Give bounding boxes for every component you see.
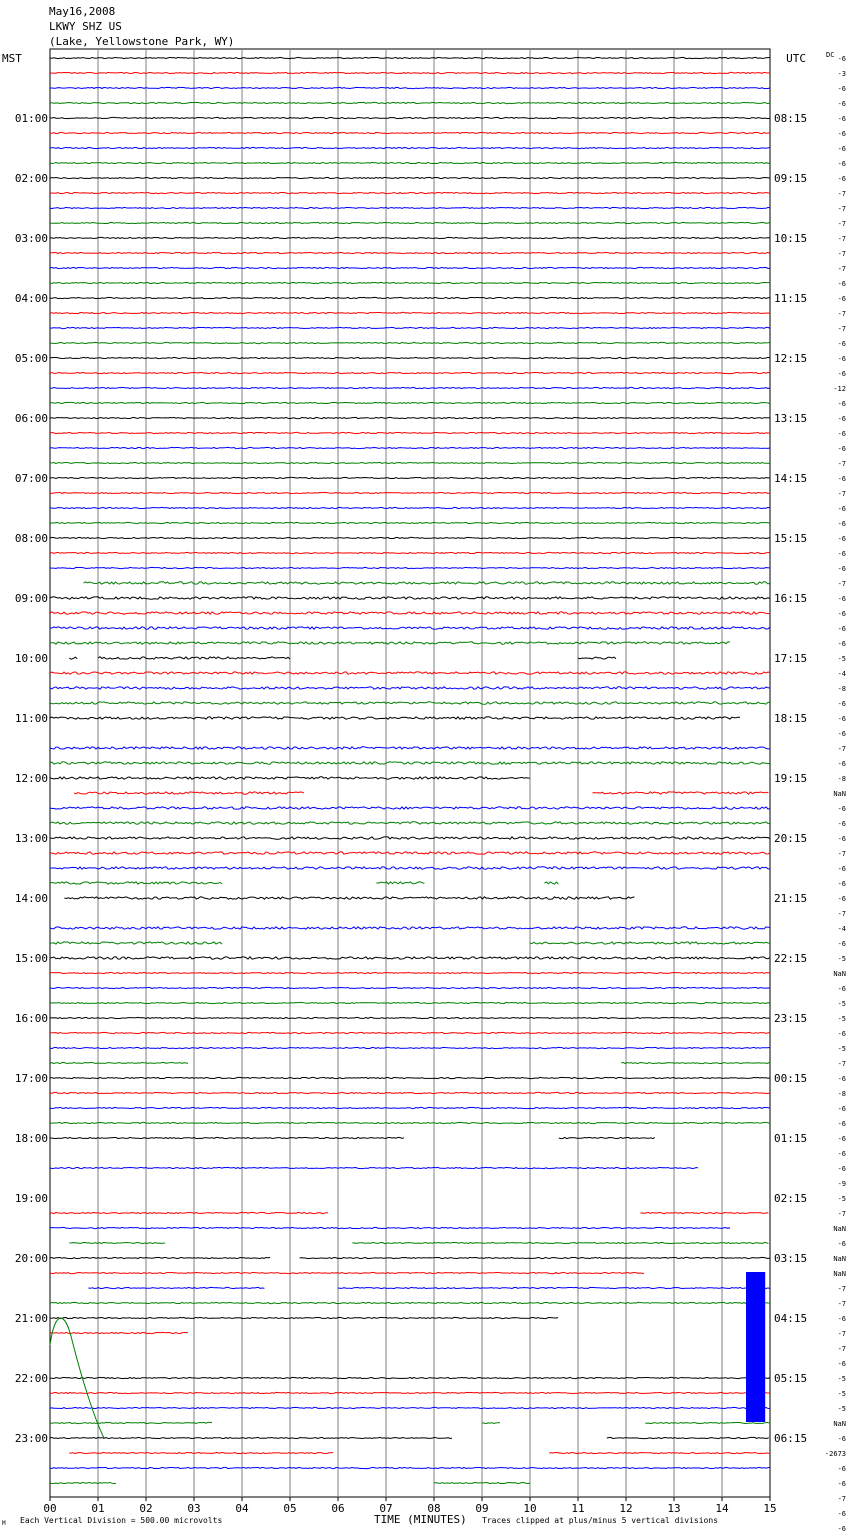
dc-offset-value: -7	[837, 580, 846, 588]
trace-line	[50, 492, 770, 493]
clipped-signal-block	[746, 1272, 765, 1422]
right-timezone-label: UTC	[786, 52, 806, 65]
trace-line	[50, 162, 770, 163]
dc-offset-value: NaN	[833, 1225, 846, 1233]
trace-line	[50, 1392, 770, 1393]
right-hour-label: 10:15	[774, 232, 808, 245]
x-tick-label: 01	[91, 1502, 105, 1515]
dc-offset-value: -3	[837, 70, 846, 78]
dc-offset-value: -5	[837, 1015, 846, 1023]
dc-offset-value: -5	[837, 1195, 846, 1203]
left-hour-label: 19:00	[14, 1192, 48, 1205]
trace-line	[50, 1122, 770, 1123]
dc-offset-value: -7	[837, 1345, 846, 1353]
trace-line	[50, 132, 770, 133]
dc-offset-value: -6	[837, 715, 846, 723]
trace-line	[50, 267, 770, 268]
trace-line	[640, 1212, 768, 1213]
scale-note: Each Vertical Division = 500.00 microvolts	[20, 1516, 223, 1525]
dc-offset-value: -4	[837, 925, 846, 933]
right-hour-label: 22:15	[774, 952, 808, 965]
trace-line	[50, 747, 770, 749]
dc-offset-value: -7	[837, 460, 846, 468]
right-hour-label: 17:15	[774, 652, 808, 665]
left-hour-label: 06:00	[14, 412, 48, 425]
dc-offset-value: -6	[837, 295, 846, 303]
trace-line	[621, 1062, 769, 1063]
dc-offset-value: -6	[837, 880, 846, 888]
left-hour-label: 09:00	[14, 592, 48, 605]
trace-line	[50, 762, 770, 764]
trace-line	[50, 1422, 212, 1423]
trace-line	[50, 837, 770, 839]
dc-offset-value: -6	[837, 130, 846, 138]
dc-offset-value: -6	[837, 475, 846, 483]
chart-date: May16,2008	[49, 5, 116, 18]
trace-line	[50, 357, 770, 358]
dc-offset-value: -7	[837, 1060, 846, 1068]
trace-line	[50, 672, 770, 674]
dc-offset-value: -7	[837, 205, 846, 213]
right-hour-label: 23:15	[774, 1012, 808, 1025]
trace-line	[50, 237, 770, 238]
dc-offset-value: -8	[837, 1090, 846, 1098]
left-timezone-label: MST	[2, 52, 22, 65]
trace-line	[50, 1137, 404, 1138]
trace-line	[50, 1272, 644, 1273]
trace-line	[50, 1377, 770, 1378]
dc-offset-value: -6	[837, 640, 846, 648]
right-hour-label: 20:15	[774, 832, 808, 845]
right-hour-label: 02:15	[774, 1192, 808, 1205]
dc-offset-value: -6	[837, 535, 846, 543]
x-tick-label: 14	[715, 1502, 729, 1515]
trace-line	[84, 582, 770, 584]
station-code: LKWY SHZ US	[49, 20, 122, 33]
dc-offset-value: NaN	[833, 970, 846, 978]
left-hour-label: 03:00	[14, 232, 48, 245]
trace-line	[50, 567, 770, 568]
dc-offset-value: -6	[837, 175, 846, 183]
dc-offset-value: -6	[837, 940, 846, 948]
left-hour-label: 11:00	[14, 712, 48, 725]
trace-line	[50, 957, 770, 959]
trace-line	[549, 1452, 769, 1453]
trace-line	[352, 1242, 768, 1243]
trace-line	[50, 1212, 328, 1213]
trace-line	[50, 1483, 116, 1484]
dc-offset-value: -7	[837, 265, 846, 273]
x-tick-label: 12	[619, 1502, 633, 1515]
trace-line	[50, 717, 740, 719]
x-tick-label: 06	[331, 1502, 345, 1515]
dc-offset-value: -6	[837, 730, 846, 738]
station-location: (Lake, Yellowstone Park, WY)	[49, 35, 235, 48]
trace-line	[50, 402, 770, 403]
dc-offset-value: -6	[837, 520, 846, 528]
dc-offset-value: -7	[837, 1300, 846, 1308]
dc-offset-header: DC	[826, 51, 835, 59]
dc-offset-value: -6	[837, 985, 846, 993]
dc-offset-value: -6	[837, 355, 846, 363]
trace-line	[50, 972, 770, 973]
left-hour-label: 17:00	[14, 1072, 48, 1085]
dc-offset-value: -6	[837, 1150, 846, 1158]
trace-line	[88, 1287, 264, 1288]
right-hour-label: 09:15	[774, 172, 808, 185]
trace-line	[530, 942, 770, 944]
x-tick-label: 11	[571, 1502, 585, 1515]
trace-line	[74, 792, 304, 794]
dc-offset-value: -6	[837, 625, 846, 633]
left-hour-label: 08:00	[14, 532, 48, 545]
trace-line	[544, 882, 558, 884]
trace-line	[50, 942, 222, 944]
trace-line	[592, 792, 768, 794]
trace-line	[50, 297, 770, 298]
right-hour-label: 19:15	[774, 772, 808, 785]
trace-line	[50, 552, 770, 553]
dc-offset-value: -6	[837, 85, 846, 93]
trace-line	[50, 987, 770, 988]
trace-line	[50, 537, 770, 538]
right-hour-label: 00:15	[774, 1072, 808, 1085]
right-hour-label: 13:15	[774, 412, 808, 425]
trace-line	[50, 927, 770, 929]
dc-offset-value: NaN	[833, 1270, 846, 1278]
dc-offset-value: -7	[837, 1285, 846, 1293]
trace-line	[50, 102, 770, 103]
left-hour-label: 01:00	[14, 112, 48, 125]
right-hour-label: 15:15	[774, 532, 808, 545]
left-hour-label: 07:00	[14, 472, 48, 485]
right-hour-label: 04:15	[774, 1312, 808, 1325]
dc-offset-value: -6	[837, 595, 846, 603]
dc-offset-value: -5	[837, 1405, 846, 1413]
dc-offset-value: -5	[837, 655, 846, 663]
trace-line	[559, 1137, 655, 1138]
dc-offset-value: -6	[837, 1435, 846, 1443]
dc-offset-value: -5	[837, 1390, 846, 1398]
trace-line	[50, 867, 770, 869]
trace-line	[69, 1452, 333, 1453]
dc-offset-value: -7	[837, 1330, 846, 1338]
left-hour-label: 22:00	[14, 1372, 48, 1385]
dc-offset-value: -7	[837, 250, 846, 258]
right-hour-label: 11:15	[774, 292, 808, 305]
right-hour-label: 18:15	[774, 712, 808, 725]
right-hour-label: 06:15	[774, 1432, 808, 1445]
trace-line	[50, 597, 770, 599]
dc-offset-value: -6	[837, 1105, 846, 1113]
dc-offset-value: -7	[837, 745, 846, 753]
trace-line	[50, 432, 770, 433]
dc-offset-value: -6	[837, 700, 846, 708]
dc-offset-value: -7	[837, 1495, 846, 1503]
dc-offset-value: -6	[837, 445, 846, 453]
dc-offset-value: -7	[837, 325, 846, 333]
trace-line	[50, 882, 222, 884]
trace-line	[50, 207, 770, 208]
trace-line	[50, 312, 770, 313]
dc-offset-value: -6	[837, 1120, 846, 1128]
trace-line	[50, 1467, 770, 1468]
dc-offset-value: -6	[837, 415, 846, 423]
trace-line	[50, 87, 770, 88]
trace-line	[50, 702, 770, 704]
left-hour-label: 14:00	[14, 892, 48, 905]
trace-line	[50, 417, 770, 418]
trace-line	[50, 1077, 770, 1078]
dc-offset-value: -8	[837, 775, 846, 783]
trace-line	[50, 1062, 188, 1063]
left-hour-label: 05:00	[14, 352, 48, 365]
dc-offset-value: -9	[837, 1180, 846, 1188]
right-hour-label: 14:15	[774, 472, 808, 485]
dc-offset-value: -6	[837, 1240, 846, 1248]
trace-line	[50, 612, 770, 614]
x-tick-label: 08	[427, 1502, 441, 1515]
x-tick-label: 03	[187, 1502, 201, 1515]
trace-line	[50, 462, 770, 463]
left-hour-label: 04:00	[14, 292, 48, 305]
trace-line	[578, 657, 616, 659]
dc-offset-value: -5	[837, 1045, 846, 1053]
dc-offset-value: -2673	[824, 1450, 846, 1458]
dc-offset-value: -6	[837, 505, 846, 513]
dc-offset-value: -6	[837, 145, 846, 153]
trace-line	[50, 282, 770, 283]
trace-line	[50, 852, 770, 854]
left-hour-label: 21:00	[14, 1312, 48, 1325]
dc-offset-value: -6	[837, 865, 846, 873]
trace-line	[50, 252, 770, 253]
dc-offset-value: -6	[837, 1480, 846, 1488]
trace-line	[50, 1032, 770, 1033]
dc-offset-value: -6	[837, 370, 846, 378]
trace-line	[376, 882, 424, 884]
plot-frame	[50, 49, 770, 1497]
right-hour-label: 12:15	[774, 352, 808, 365]
trace-line	[50, 477, 770, 478]
dc-offset-value: -8	[837, 685, 846, 693]
x-tick-label: 13	[667, 1502, 681, 1515]
left-hour-label: 16:00	[14, 1012, 48, 1025]
trace-line	[50, 192, 770, 193]
trace-line	[482, 1423, 500, 1424]
dc-offset-value: -5	[837, 1000, 846, 1008]
left-hour-label: 10:00	[14, 652, 48, 665]
right-hour-label: 05:15	[774, 1372, 808, 1385]
trace-line	[50, 387, 770, 388]
trace-line	[50, 1092, 770, 1093]
left-hour-label: 20:00	[14, 1252, 48, 1265]
trace-line	[50, 1227, 730, 1228]
trace-line	[50, 1047, 770, 1048]
trace-line	[50, 342, 770, 343]
right-hour-label: 03:15	[774, 1252, 808, 1265]
trace-line	[50, 1437, 452, 1438]
dc-offset-value: -6	[837, 1165, 846, 1173]
dc-offset-value: -6	[837, 280, 846, 288]
trace-line	[50, 1167, 698, 1168]
trace-line	[50, 1107, 770, 1108]
dc-offset-value: -4	[837, 670, 846, 678]
dc-offset-value: -12	[833, 385, 846, 393]
right-hour-label: 21:15	[774, 892, 808, 905]
trace-line	[50, 72, 770, 73]
trace-line	[50, 642, 730, 644]
trace-line	[50, 447, 770, 448]
dc-offset-value: -6	[837, 1525, 846, 1533]
trace-line	[50, 372, 770, 373]
corner-mark: M	[2, 1520, 6, 1527]
dc-offset-value: -6	[837, 805, 846, 813]
x-tick-label: 15	[763, 1502, 777, 1515]
trace-line	[607, 1437, 769, 1438]
trace-line	[50, 522, 770, 523]
trace-line	[645, 1422, 769, 1423]
dc-offset-value: -6	[837, 430, 846, 438]
x-tick-label: 04	[235, 1502, 249, 1515]
trace-line	[50, 1302, 770, 1303]
x-tick-label: 10	[523, 1502, 537, 1515]
x-tick-label: 07	[379, 1502, 393, 1515]
trace-line	[64, 897, 634, 899]
dc-offset-value: -6	[837, 115, 846, 123]
dc-offset-value: -6	[837, 610, 846, 618]
dc-offset-value: -6	[837, 550, 846, 558]
right-hour-label: 08:15	[774, 112, 808, 125]
trace-line	[50, 147, 770, 148]
dc-offset-value: -6	[837, 1030, 846, 1038]
dc-offset-value: NaN	[833, 790, 846, 798]
dc-offset-value: -7	[837, 235, 846, 243]
trace-line	[50, 222, 770, 223]
trace-line	[50, 1407, 770, 1408]
dc-offset-value: -6	[837, 160, 846, 168]
x-tick-label: 02	[139, 1502, 153, 1515]
left-hour-label: 15:00	[14, 952, 48, 965]
trace-line	[50, 627, 770, 629]
dc-offset-value: -7	[837, 490, 846, 498]
x-tick-label: 09	[475, 1502, 489, 1515]
dc-offset-value: -6	[837, 340, 846, 348]
dc-offset-value: NaN	[833, 1255, 846, 1263]
left-hour-label: 23:00	[14, 1432, 48, 1445]
trace-line	[50, 327, 770, 328]
dc-offset-value: -6	[837, 1315, 846, 1323]
dc-offset-value: -6	[837, 100, 846, 108]
left-hour-label: 02:00	[14, 172, 48, 185]
left-hour-label: 13:00	[14, 832, 48, 845]
dc-offset-value: -6	[837, 1510, 846, 1518]
trace-line	[50, 1002, 770, 1003]
dc-offset-value: -6	[837, 565, 846, 573]
trace-line	[50, 687, 770, 689]
trace-line	[50, 57, 770, 58]
dc-offset-value: -6	[837, 1135, 846, 1143]
dc-offset-value: -7	[837, 220, 846, 228]
trace-line	[338, 1287, 770, 1288]
dc-offset-value: -6	[837, 400, 846, 408]
trace-line	[50, 807, 770, 809]
dc-offset-value: -7	[837, 190, 846, 198]
trace-line	[69, 657, 77, 659]
trace-line	[69, 1243, 165, 1244]
dc-offset-value: -6	[837, 1465, 846, 1473]
trace-line	[50, 1257, 270, 1258]
dc-offset-value: -6	[837, 1075, 846, 1083]
trace-line	[50, 117, 770, 118]
dc-offset-value: -6	[837, 820, 846, 828]
x-tick-label: 05	[283, 1502, 297, 1515]
left-hour-label: 18:00	[14, 1132, 48, 1145]
right-hour-label: 16:15	[774, 592, 808, 605]
dc-offset-value: -6	[837, 835, 846, 843]
x-tick-label: 00	[43, 1502, 57, 1515]
dc-offset-value: -7	[837, 910, 846, 918]
dc-offset-value: -6	[837, 1360, 846, 1368]
x-axis-label: TIME (MINUTES)	[374, 1513, 467, 1526]
dc-offset-value: -6	[837, 895, 846, 903]
trace-line	[50, 507, 770, 508]
dc-offset-value: NaN	[833, 1420, 846, 1428]
trace-line	[50, 822, 770, 824]
dc-offset-value: -7	[837, 1210, 846, 1218]
dc-offset-value: -6	[837, 760, 846, 768]
dc-offset-value: -5	[837, 1375, 846, 1383]
dc-offset-value: -7	[837, 310, 846, 318]
left-hour-label: 12:00	[14, 772, 48, 785]
right-hour-label: 01:15	[774, 1132, 808, 1145]
trace-line	[50, 177, 770, 178]
dc-offset-value: -7	[837, 850, 846, 858]
dc-offset-value: -5	[837, 955, 846, 963]
dc-offset-value: -6	[837, 55, 846, 63]
trace-line	[300, 1257, 770, 1258]
clip-note: Traces clipped at plus/minus 5 vertical divisions	[482, 1516, 719, 1525]
trace-line	[50, 1017, 770, 1018]
